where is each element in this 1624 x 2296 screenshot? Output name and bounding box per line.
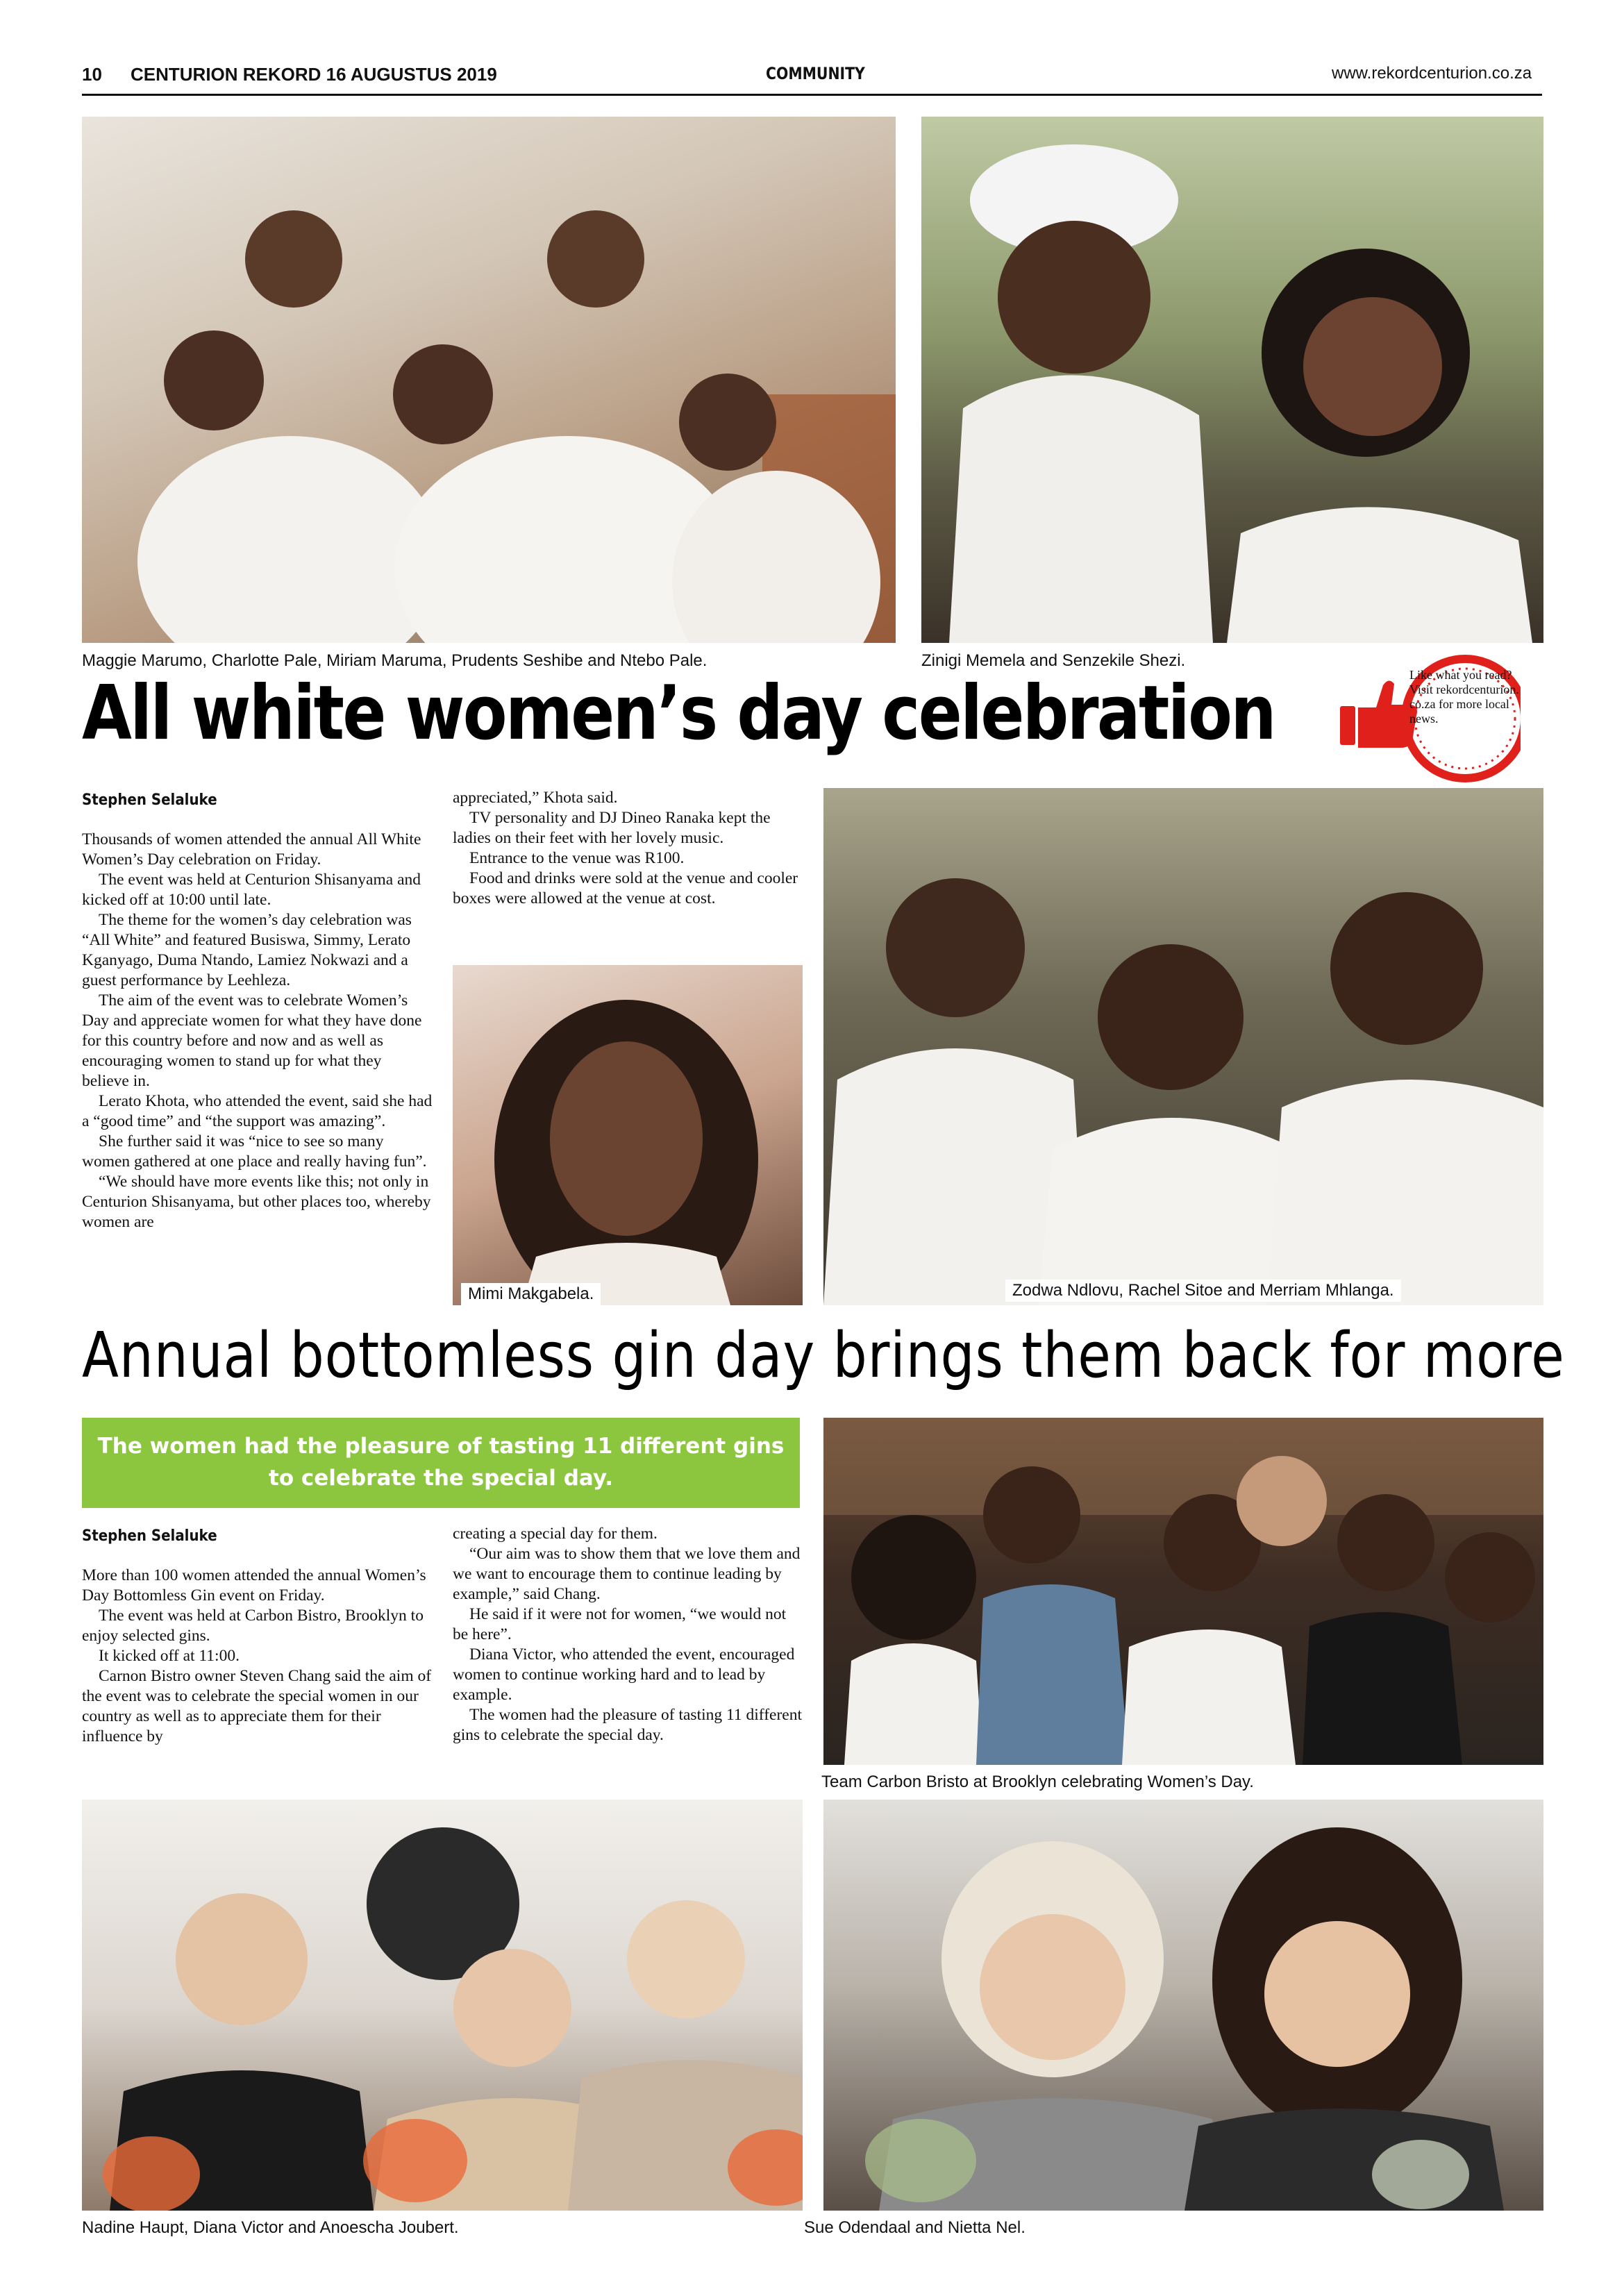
badge-text: Like what you read? Visit rekordcenturion. co.za for more local news.: [1409, 668, 1519, 726]
photo-illustration: [82, 117, 896, 643]
byline-story2: Stephen Selaluke: [82, 1527, 217, 1545]
paragraph: More than 100 women attended the annual Women’s Day Bottomless Gin event on Friday.: [82, 1566, 426, 1604]
photo-illustration: [823, 788, 1543, 1305]
story2-column1: [82, 1566, 433, 1747]
story1-column1: [82, 830, 433, 1232]
paragraph: The theme for the women’s day celebration was “All White” and featured Busiswa, Simmy, Lerato Kganyago, Duma Ntando, Lamiez Nokwazi and a guest performance by Leehleza.: [82, 911, 412, 989]
photo-two-women: [921, 117, 1543, 643]
story1-column2: [453, 788, 803, 909]
paragraph: “Our aim was to show them that we love them and we want to encourage them to continue leading by example,” said Chang.: [453, 1545, 801, 1603]
photo-illustration: [82, 1800, 803, 2211]
caption-photo1: Maggie Marumo, Charlotte Pale, Miriam Maruma, Prudents Seshibe and Ntebo Pale.: [82, 651, 708, 670]
section-label: COMMUNITY: [766, 64, 865, 83]
photo-illustration: [921, 117, 1543, 643]
paragraph: The event was held at Carbon Bistro, Brooklyn to enjoy selected gins.: [82, 1607, 424, 1645]
page-number: 10: [82, 64, 102, 85]
paragraph: appreciated,” Khota said.: [453, 789, 618, 807]
photo-team-carbon-bistro: [823, 1418, 1543, 1765]
paragraph: Carnon Bistro owner Steven Chang said the aim of the event was to celebrate the special women in our country as well as to appreciate them for their influence by: [82, 1667, 432, 1745]
paragraph: The aim of the event was to celebrate Women’s Day and appreciate women for what they have done for this country before and now and as well as encouraging women to stand up for what they believe in.: [82, 991, 422, 1090]
publication-date: CENTURION REKORD 16 AUGUSTUS 2019: [131, 64, 497, 85]
thumbs-up-icon: [1340, 680, 1417, 748]
photo-mimi-makgabela: [453, 965, 803, 1305]
paragraph: Food and drinks were sold at the venue and cooler boxes were allowed at the venue at cost.: [453, 869, 798, 907]
photo-illustration: [453, 965, 803, 1305]
paragraph: Diana Victor, who attended the event, encouraged women to continue working hard and to lead by example.: [453, 1645, 795, 1704]
paragraph: creating a special day for them.: [453, 1525, 658, 1543]
photo-three-women: [823, 788, 1543, 1305]
caption-photo3: Mimi Makgabela.: [461, 1283, 601, 1305]
photo-sue-and-nietta: [823, 1800, 1543, 2211]
photo-three-women-gin: [82, 1800, 803, 2211]
photo-group-women-white: [82, 117, 896, 643]
headline-all-white: All white women’s day celebration: [82, 670, 1275, 757]
caption-photo2: Zinigi Memela and Senzekile Shezi.: [921, 651, 1186, 670]
photo-illustration: [823, 1800, 1543, 2211]
paragraph: “We should have more events like this; not only in Centurion Shisanyama, but other places too, whereby women are: [82, 1173, 431, 1231]
website-link[interactable]: www.rekordcenturion.co.za: [1332, 64, 1532, 83]
paragraph: Thousands of women attended the annual All White Women’s Day celebration on Friday.: [82, 830, 421, 869]
paragraph: The women had the pleasure of tasting 11 different gins to celebrate the special day.: [453, 1706, 802, 1744]
paragraph: He said if it were not for women, “we would not be here”.: [453, 1605, 787, 1643]
headline-bottomless-gin: Annual bottomless gin day brings them back for more: [82, 1319, 1565, 1392]
paragraph: Entrance to the venue was R100.: [469, 849, 685, 867]
header-rule: [82, 94, 1542, 96]
paragraph: TV personality and DJ Dineo Ranaka kept the ladies on their feet with her lovely music.: [453, 809, 771, 847]
paragraph: She further said it was “nice to see so many women gathered at one place and really having fun”.: [82, 1132, 427, 1171]
byline-story1: Stephen Selaluke: [82, 791, 217, 809]
caption-photo4: Zodwa Ndlovu, Rachel Sitoe and Merriam Mhlanga.: [1005, 1280, 1401, 1302]
paragraph: Lerato Khota, who attended the event, said she had a “good time” and “the support was amazing”.: [82, 1092, 433, 1130]
story2-column2: [453, 1524, 803, 1745]
paragraph: It kicked off at 11:00.: [99, 1647, 240, 1665]
paragraph: The event was held at Centurion Shisanyama and kicked off at 10:00 until late.: [82, 871, 421, 909]
caption-photo5: Team Carbon Bristo at Brooklyn celebrating Women’s Day.: [821, 1773, 1254, 1791]
caption-photo7: Sue Odendaal and Nietta Nel.: [804, 2218, 1026, 2237]
caption-photo6: Nadine Haupt, Diana Victor and Anoescha Joubert.: [82, 2218, 459, 2237]
photo-illustration: [823, 1418, 1543, 1765]
teaser-box: The women had the pleasure of tasting 11 different gins to celebrate the special day.: [82, 1418, 800, 1508]
